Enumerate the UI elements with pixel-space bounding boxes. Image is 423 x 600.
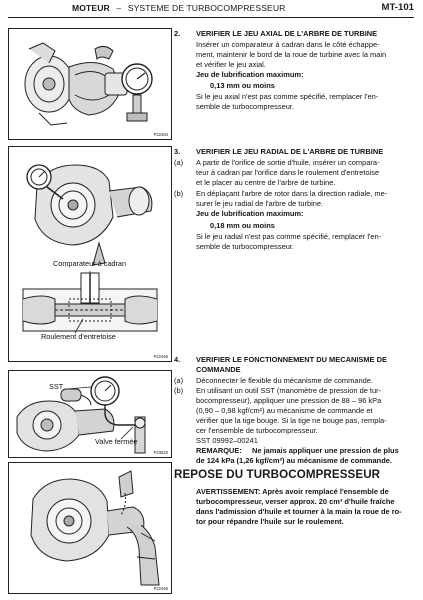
body-line: teur à cadran par l'orifice dans le roulement d'entretoise: [196, 168, 380, 177]
body-line: cer l'ensemble de turbocompresseur.: [196, 426, 318, 435]
label-spacer-bearing: Roulement d'entretoise: [41, 332, 116, 341]
remark-line-2: de 124 kPa (1,26 kgf/cm²) au mécanisme de commande.: [196, 456, 392, 465]
step-heading: VERIFIER LE FONCTIONNEMENT DU MECANISME DE: [196, 355, 387, 364]
figure-axial-play: [8, 28, 172, 140]
oil-filling-illustration: [9, 463, 171, 593]
step-heading-cont: COMMANDE: [196, 365, 241, 374]
figure-code: P22464: [153, 132, 168, 137]
page-number: MT-101: [381, 2, 414, 13]
header-title: [72, 3, 285, 13]
body-line: surer le jeu radial de l'arbre de turbine.: [196, 199, 324, 208]
body-line: ment, maintenir le bord de la roue de turbine avec la main: [196, 50, 387, 59]
figure-radial-play: [8, 146, 172, 362]
body-line: et vérifier le jeu axial.: [196, 60, 266, 69]
warning-line: AVERTISSEMENT: Après avoir remplacé l'ensemble de: [196, 487, 389, 496]
header-section: MOTEUR: [72, 3, 110, 13]
header-dash: –: [116, 3, 122, 13]
label-dial-indicator: Comparateur à cadran: [53, 259, 127, 268]
step-3: [174, 147, 418, 287]
body-line: (0,90 – 0,98 kgf/cm²) au mécanisme de commande et: [196, 406, 373, 415]
remark-label: REMARQUE:: [196, 446, 242, 455]
spec-value: 0,18 mm ou moins: [210, 221, 275, 230]
figure-code: P22466: [153, 586, 168, 591]
warning-line: dans l'admission d'huile et tourner à la main la roue de ro-: [196, 507, 402, 516]
step-heading: VERIFIER LE JEU AXIAL DE L'ARBRE DE TURBINE: [196, 29, 378, 38]
page-header: [8, 2, 414, 18]
section-title: REPOSE DU TURBOCOMPRESSEUR: [174, 468, 381, 481]
turbo-axial-illustration: [9, 29, 171, 139]
step-number: 3.: [174, 147, 181, 156]
figure-code: P22465: [153, 354, 168, 359]
turbo-actuator-illustration: [9, 371, 171, 457]
spec-label: Jeu de lubrification maximum:: [196, 209, 304, 218]
warning-line: turbocompresseur, verser approx. 20 cm³ d'huile fraîche: [196, 497, 395, 506]
step-4: [174, 355, 418, 455]
body-line: Déconnecter le flexible du mécanisme de commande.: [196, 376, 373, 385]
figure-code: P23520: [153, 450, 168, 455]
body-line: Insérer un comparateur à cadran dans le côté échappe-: [196, 40, 380, 49]
figure-oil-filling: [8, 462, 172, 594]
body-line: bocompresseur), appliquer une pression de 88 – 96 kPa: [196, 396, 382, 405]
body-line: Si le jeu radial n'est pas comme spécifié, remplacer l'en-: [196, 232, 382, 241]
step-number: 4.: [174, 355, 181, 364]
sub-marker: (a): [174, 376, 184, 385]
warning-line: tor pour répandre l'huile sur le roulement.: [196, 517, 344, 526]
body-line: vérifier que la tige bouge. Si la tige ne bouge pas, rempla-: [196, 416, 387, 425]
warning-block: [196, 487, 418, 537]
body-line: semble de turbocompresseur.: [196, 242, 294, 251]
remark-line: Ne jamais appliquer une pression de plus: [252, 446, 399, 455]
body-line: semble de turbocompresseur.: [196, 102, 294, 111]
body-line: En déplaçant l'arbre de rotor dans la direction radiale, me-: [196, 189, 388, 198]
figure-actuator-test: [8, 370, 172, 458]
header-rule: [8, 17, 414, 18]
step-heading: VERIFIER LE JEU RADIAL DE L'ARBRE DE TURBINE: [196, 147, 384, 156]
spec-label: Jeu de lubrification maximum:: [196, 70, 304, 79]
label-sst: SST: [49, 382, 64, 391]
step-2: [174, 29, 418, 149]
step-number: 2.: [174, 29, 181, 38]
sub-marker: (a): [174, 158, 184, 167]
body-line: A partir de l'orifice de sortie d'huile, insérer un compara-: [196, 158, 380, 167]
sub-marker: (b): [174, 386, 184, 395]
body-line: Si le jeu axial n'est pas comme spécifié, remplacer l'en-: [196, 92, 379, 101]
sub-marker: (b): [174, 189, 184, 198]
body-line: et le placer au centre de l'arbre de turbine.: [196, 178, 336, 187]
turbo-radial-illustration: [9, 147, 171, 361]
header-subtitle: SYSTEME DE TURBOCOMPRESSEUR: [127, 3, 286, 13]
label-valve-closed: Valve fermée: [95, 437, 138, 446]
sst-number: SST 09992–00241: [196, 436, 258, 445]
body-line: En utilisant un outil SST (manomètre de pression de tur-: [196, 386, 382, 395]
spec-value: 0,13 mm ou moins: [210, 81, 275, 90]
